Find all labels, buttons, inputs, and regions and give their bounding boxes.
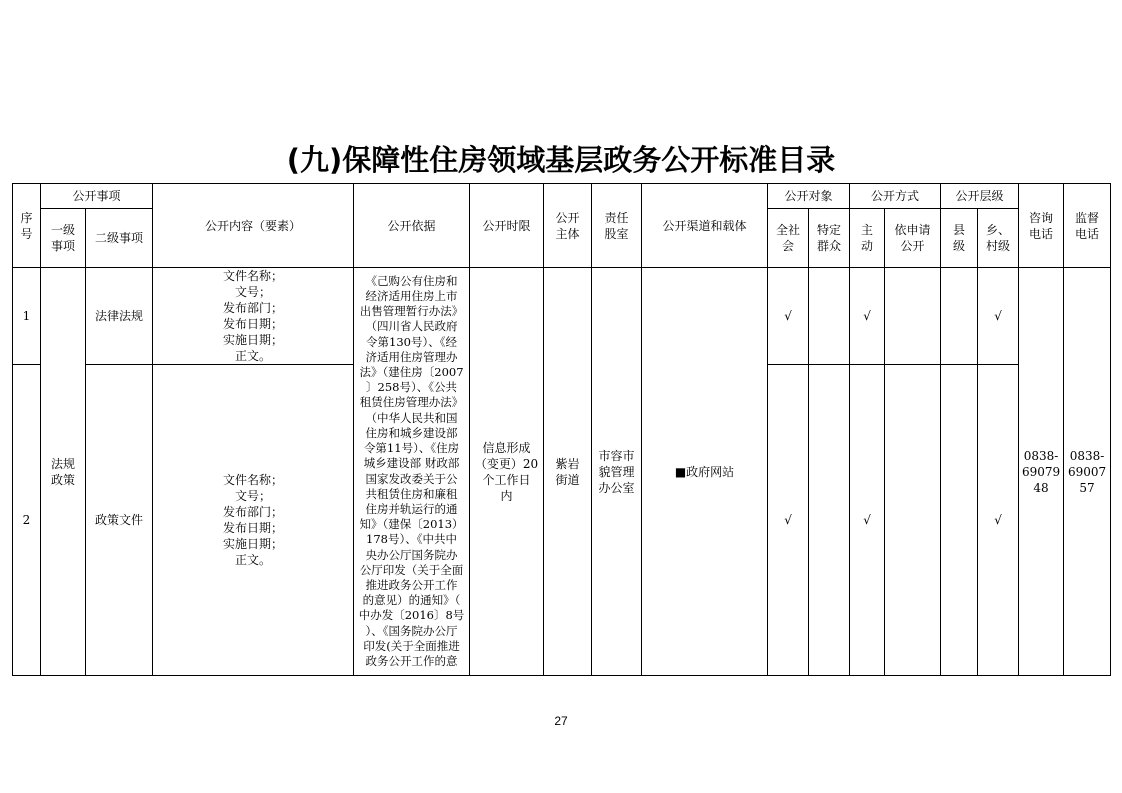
basis-text: 《己购公有住房和 经济适用住房上市 出售管理暂行办法》 （四川省人民政府 令第130号）、《经 济适用住房管理办 法》（建住房〔2007 〕258号）、《公共 租赁住房管理办法》 （中华人民共和国 住房和城乡建设部 令第11号）、《住房 城乡建设部 财政部 国家发改委关于公 共租赁住房和廉租 住房并轨运行的通 知》（建保〔2013） 178号）、《中共中 央办公厅国务院办 公厅印发（关于全面 推进政务公开工作 的意见）的通知》（ 中办发〔2016〕8号 ）、《国务院办公厅 印发(关于全面推进 政务公开工作的意 — [358, 273, 465, 668]
header-basis: 公开依据 — [354, 184, 470, 268]
row-content: 文件名称； 文号； 发布部门； 发布日期； 实施日期； 正文。 — [153, 268, 354, 365]
row-mode-request — [885, 365, 941, 676]
row-target-all: √ — [768, 268, 809, 365]
row-level-town: √ — [978, 365, 1019, 676]
page-title: (九)保障性住房领域基层政务公开标准目录 — [286, 143, 836, 177]
header-content: 公开内容（要素） — [153, 184, 354, 268]
row-level-town: √ — [978, 268, 1019, 365]
row-target-specific — [809, 268, 850, 365]
basis-cell — [354, 268, 470, 676]
dept-cell: 市容市 貌管理 办公室 — [592, 268, 642, 676]
header-target: 公开对象 — [768, 184, 850, 209]
header-yiji: 一级 事项 — [41, 209, 86, 268]
header-dept: 责任 股室 — [592, 184, 642, 268]
header-channel: 公开渠道和载体 — [642, 184, 768, 268]
row-erji: 法律法规 — [86, 268, 153, 365]
header-mode: 公开方式 — [850, 184, 941, 209]
header-target-all: 全社 会 — [768, 209, 809, 268]
header-mode-active: 主 动 — [850, 209, 885, 268]
row-mode-request — [885, 268, 941, 365]
header-gongkai-shixiang: 公开事项 — [41, 184, 153, 209]
yiji-cell: 法规 政策 — [41, 268, 86, 676]
header-target-specific: 特定 群众 — [809, 209, 850, 268]
row-target-all: √ — [768, 365, 809, 676]
subject-cell: 紫岩 街道 — [544, 268, 592, 676]
table-row — [13, 268, 1111, 365]
header-seq: 序 号 — [13, 184, 41, 268]
row-level-county — [941, 365, 978, 676]
row-seq: 2 — [13, 365, 41, 676]
page-number: 27 — [554, 714, 568, 728]
header-mode-request: 依申请 公开 — [885, 209, 941, 268]
header-level-town: 乡、 村级 — [978, 209, 1019, 268]
header-consult: 咨询 电话 — [1019, 184, 1064, 268]
header-subject: 公开 主体 — [544, 184, 592, 268]
channel-cell: ■政府网站 — [642, 268, 768, 676]
row-content: 文件名称； 文号； 发布部门； 发布日期； 实施日期； 正文。 — [153, 365, 354, 676]
time-limit-cell: 信息形成 （变更）20 个工作日 内 — [470, 268, 544, 676]
row-mode-active: √ — [850, 365, 885, 676]
header-erji: 二级事项 — [86, 209, 153, 268]
row-target-specific — [809, 365, 850, 676]
row-seq: 1 — [13, 268, 41, 365]
consult-cell: 0838- 69079 48 — [1019, 268, 1064, 676]
row-erji: 政策文件 — [86, 365, 153, 676]
header-supervise: 监督 电话 — [1064, 184, 1111, 268]
supervise-cell: 0838- 69007 57 — [1064, 268, 1111, 676]
header-time-limit: 公开时限 — [470, 184, 544, 268]
row-mode-active: √ — [850, 268, 885, 365]
row-level-county — [941, 268, 978, 365]
disclosure-table — [12, 183, 1111, 676]
header-level: 公开层级 — [941, 184, 1019, 209]
header-level-county: 县 级 — [941, 209, 978, 268]
